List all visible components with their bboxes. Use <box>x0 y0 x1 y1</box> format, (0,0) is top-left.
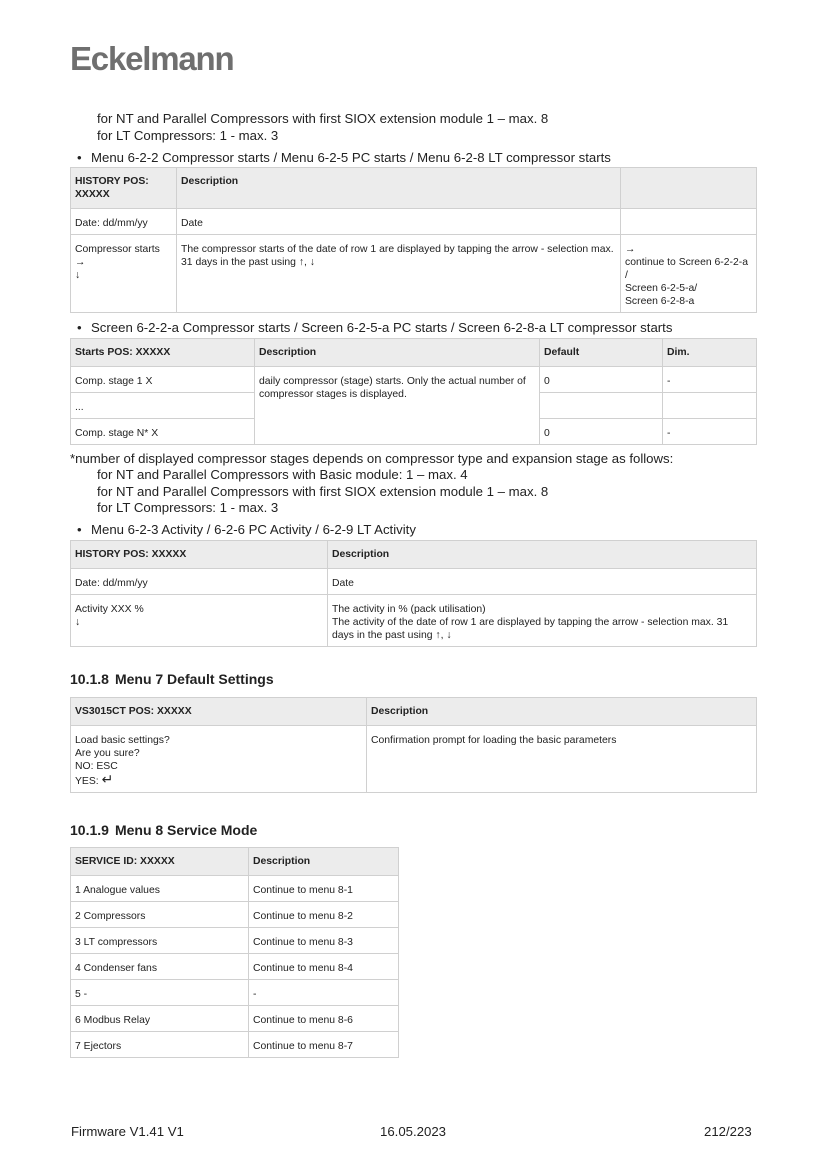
table-cell: Date: dd/mm/yy <box>71 209 177 235</box>
table-cell: - <box>663 419 757 445</box>
column-header: HISTORY POS: XXXXX <box>71 541 328 569</box>
table-row <box>71 902 399 928</box>
table-cell <box>540 393 663 419</box>
table-row <box>71 569 757 595</box>
table-cell: Continue to menu 8-1 <box>249 876 399 902</box>
table-row <box>71 954 399 980</box>
column-header: VS3015CT POS: XXXXX <box>71 698 367 726</box>
footer-firmware: Firmware V1.41 V1 <box>71 1124 184 1139</box>
table-cell: 4 Condenser fans <box>71 954 249 980</box>
table-cell: Date: dd/mm/yy <box>71 569 328 595</box>
section-heading-service-mode <box>70 822 257 838</box>
bullet-text: Menu 6-2-3 Activity / 6-2-6 PC Activity / 6-2-9 LT Activity <box>91 522 416 537</box>
table-cell: Compressor starts → ↓ <box>71 235 177 313</box>
table-cell: 1 Analogue values <box>71 876 249 902</box>
table-cell: Date <box>177 209 621 235</box>
table-header-row <box>71 698 757 726</box>
column-header: SERVICE ID: XXXXX <box>71 848 249 876</box>
section-number: 10.1.9 <box>70 822 109 838</box>
table-row <box>71 876 399 902</box>
bullet-dot: • <box>77 522 82 537</box>
column-header: HISTORY POS: XXXXX <box>71 168 177 209</box>
column-header: Description <box>177 168 621 209</box>
enter-icon: ↵ <box>101 771 114 787</box>
activity-table <box>70 540 757 647</box>
table-header-row <box>71 541 757 569</box>
column-header: Default <box>540 339 663 367</box>
bullet-menu-6-2-2 <box>77 150 611 166</box>
section-number: 10.1.8 <box>70 671 109 687</box>
table-cell: - <box>249 980 399 1006</box>
table-cell: 0 <box>540 367 663 393</box>
table-cell <box>621 209 757 235</box>
table-cell: Continue to menu 8-2 <box>249 902 399 928</box>
table-cell: Continue to menu 8-7 <box>249 1032 399 1058</box>
column-header: Description <box>249 848 399 876</box>
table-row <box>71 726 757 793</box>
table-cell: - <box>663 367 757 393</box>
footer-page-number: 212/223 <box>704 1124 752 1139</box>
table-cell: Continue to menu 8-4 <box>249 954 399 980</box>
bullet-text: Screen 6-2-2-a Compressor starts / Screen 6-2-5-a PC starts / Screen 6-2-8-a LT compressor starts <box>91 320 673 335</box>
table-row <box>71 980 399 1006</box>
table-cell: Date <box>328 569 757 595</box>
note-line-3: for NT and Parallel Compressors with first SIOX extension module 1 – max. 8 <box>97 484 549 499</box>
column-header: Description <box>255 339 540 367</box>
note-line-4: for LT Compressors: 1 - max. 3 <box>97 500 279 515</box>
section-title: Menu 8 Service Mode <box>114 822 258 838</box>
table-cell: daily compressor (stage) starts. Only the actual number of compressor stages is displayed. <box>255 367 540 445</box>
starts-table <box>70 338 757 445</box>
table-cell <box>71 726 367 793</box>
table-row <box>71 928 399 954</box>
table-header-row <box>71 339 757 367</box>
table-cell: Comp. stage 1 X <box>71 367 255 393</box>
section-title: Menu 7 Default Settings <box>114 671 274 687</box>
table-cell: → continue to Screen 6-2-2-a / Screen 6-2-5-a/ Screen 6-2-8-a <box>621 235 757 313</box>
prompt-text: Load basic settings? Are you sure? NO: ESC YES: <box>75 735 170 787</box>
table-row <box>71 235 757 313</box>
table-cell: 7 Ejectors <box>71 1032 249 1058</box>
column-header: Description <box>328 541 757 569</box>
intro-line-2: for LT Compressors: 1 - max. 3 <box>97 128 279 143</box>
table-cell: ... <box>71 393 255 419</box>
table-row <box>71 367 757 393</box>
table-cell: The compressor starts of the date of row 1 are displayed by tapping the arrow - selection max. 31 days in the past using ↑, ↓ <box>177 235 621 313</box>
table-row <box>71 1032 399 1058</box>
table-cell: The activity in % (pack utilisation) The activity of the date of row 1 are displayed by tapping the arrow - selection max. 31 days in the past using ↑, ↓ <box>328 595 757 647</box>
bullet-dot: • <box>77 150 82 165</box>
default-settings-table <box>70 697 757 793</box>
table-cell <box>663 393 757 419</box>
company-logo: Eckelmann <box>70 40 234 77</box>
table-header-row <box>71 168 757 209</box>
table-row <box>71 595 757 647</box>
bullet-text: Menu 6-2-2 Compressor starts / Menu 6-2-5 PC starts / Menu 6-2-8 LT compressor starts <box>91 150 611 165</box>
table-cell: 0 <box>540 419 663 445</box>
bullet-screen-6-2-2-a <box>77 320 672 336</box>
intro-line-1: for NT and Parallel Compressors with first SIOX extension module 1 – max. 8 <box>97 111 549 126</box>
service-mode-table <box>70 847 399 1058</box>
column-header: Starts POS: XXXXX <box>71 339 255 367</box>
table-header-row <box>71 848 399 876</box>
bullet-dot: • <box>77 320 82 335</box>
bullet-menu-6-2-3 <box>77 522 416 538</box>
table-cell: 3 LT compressors <box>71 928 249 954</box>
table-cell: Activity XXX % ↓ <box>71 595 328 647</box>
table-cell: Continue to menu 8-6 <box>249 1006 399 1032</box>
note-line-1: *number of displayed compressor stages depends on compressor type and expansion stage as follows: <box>70 451 674 466</box>
compressor-starts-table <box>70 167 757 313</box>
table-cell: Comp. stage N* X <box>71 419 255 445</box>
table-cell: 2 Compressors <box>71 902 249 928</box>
table-cell: Continue to menu 8-3 <box>249 928 399 954</box>
column-header <box>621 168 757 209</box>
section-heading-default-settings <box>70 671 274 687</box>
table-row <box>71 209 757 235</box>
column-header: Description <box>367 698 757 726</box>
table-cell: 5 - <box>71 980 249 1006</box>
note-line-2: for NT and Parallel Compressors with Basic module: 1 – max. 4 <box>97 467 468 482</box>
table-cell: 6 Modbus Relay <box>71 1006 249 1032</box>
footer-date: 16.05.2023 <box>380 1124 447 1139</box>
table-row <box>71 1006 399 1032</box>
table-cell: Confirmation prompt for loading the basic parameters <box>367 726 757 793</box>
column-header: Dim. <box>663 339 757 367</box>
